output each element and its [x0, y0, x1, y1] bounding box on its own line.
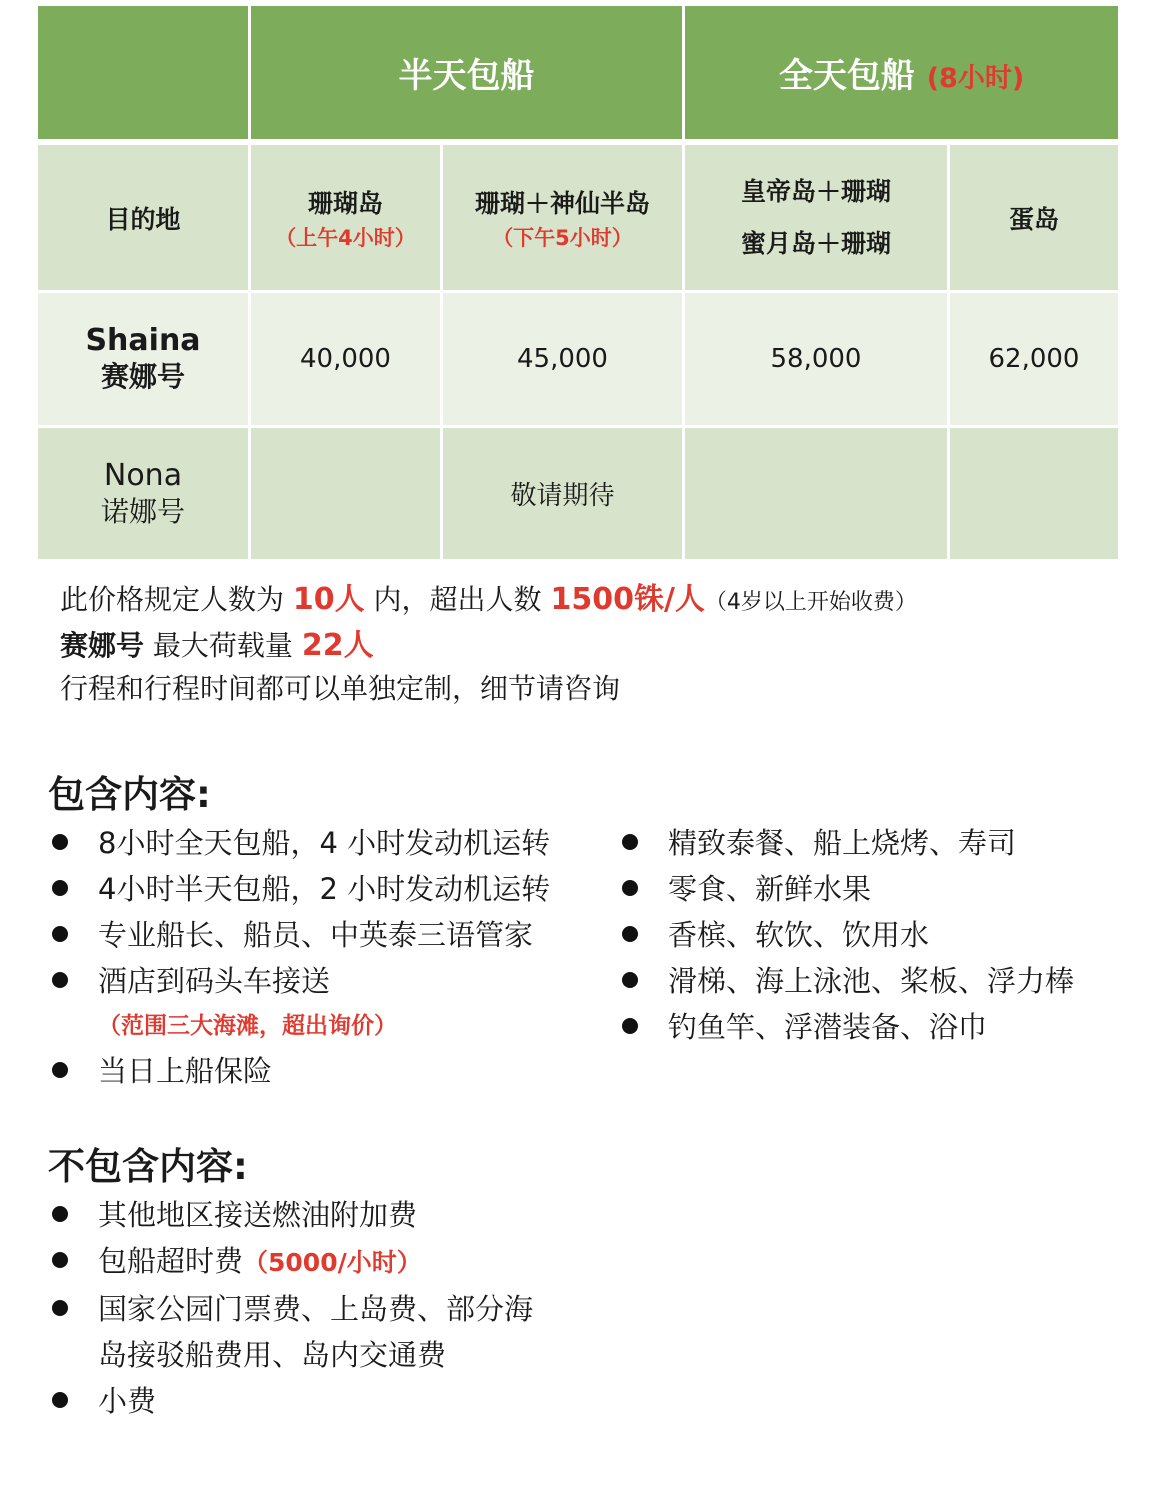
coming-soon-cell: 敬请期待 — [443, 428, 685, 559]
list-item: 8小时全天包船，4 小时发动机运转 — [50, 820, 610, 866]
full-day-header: 全天包船 (8小时) — [685, 6, 1118, 145]
price-cell: 45,000 — [443, 293, 685, 428]
bullet-icon — [622, 880, 638, 896]
empty-cell — [251, 428, 443, 559]
boat-shaina: Shaina 赛娜号 — [38, 293, 251, 428]
bullet-icon — [52, 1206, 68, 1222]
included-list-left — [50, 820, 610, 1094]
destination-coral-fairy-time: （下午5小时） — [492, 225, 633, 250]
destination-egg: 蛋岛 — [950, 145, 1118, 293]
included-list-right — [620, 820, 1140, 1050]
list-item: 小费 — [50, 1378, 670, 1424]
price-cell: 40,000 — [251, 293, 443, 428]
price-table — [38, 6, 1118, 559]
destination-emperor: 皇帝岛＋珊瑚 蜜月岛＋珊瑚 — [685, 145, 950, 293]
list-item: 其他地区接送燃油附加费 — [50, 1192, 670, 1238]
bullet-icon — [52, 926, 68, 942]
empty-cell — [950, 428, 1118, 559]
nona-price-row — [38, 428, 1118, 559]
list-item: 精致泰餐、船上烧烤、寿司 — [620, 820, 1140, 866]
bullet-icon — [52, 1062, 68, 1078]
destination-coral: 珊瑚岛 （上午4小时） — [251, 145, 443, 293]
destination-coral-fairy: 珊瑚＋神仙半岛 （下午5小时） — [443, 145, 685, 293]
list-item: 岛接驳船费用、岛内交通费 — [98, 1338, 447, 1372]
list-item: 专业船长、船员、中英泰三语管家 — [50, 912, 610, 958]
transfer-range-note: （范围三大海滩，超出询价） — [98, 1013, 397, 1039]
bullet-icon — [622, 1018, 638, 1034]
bullet-icon — [52, 972, 68, 988]
list-item: 当日上船保险 — [50, 1048, 610, 1094]
overtime-fee-note: （5000/小时） — [243, 1248, 422, 1277]
full-day-duration-note: (8小时) — [926, 63, 1025, 94]
list-item: 4小时半天包船，2 小时发动机运转 — [50, 866, 610, 912]
list-item: 钓鱼竿、浮潜装备、浴巾 — [620, 1004, 1140, 1050]
bullet-icon — [52, 1300, 68, 1316]
shaina-price-row — [38, 293, 1118, 428]
destination-coral-time: （上午4小时） — [275, 225, 416, 250]
list-item: 酒店到码头车接送 （范围三大海滩，超出询价） — [50, 958, 610, 1048]
excluded-title: 不包含内容: — [48, 1145, 248, 1188]
pricing-notes — [60, 578, 917, 710]
excluded-list — [50, 1192, 670, 1424]
half-day-header: 半天包船 — [251, 6, 685, 145]
bullet-icon — [622, 834, 638, 850]
included-title: 包含内容: — [48, 773, 211, 816]
boat-nona: Nona 诺娜号 — [38, 428, 251, 559]
note-line-max-load: 赛娜号 最大荷载量 22人 — [60, 628, 374, 663]
bullet-icon — [52, 880, 68, 896]
bullet-icon — [52, 834, 68, 850]
destination-row — [38, 145, 1118, 293]
price-cell: 58,000 — [685, 293, 950, 428]
destination-label: 目的地 — [38, 145, 251, 293]
note-line-capacity: 此价格规定人数为 10人 内，超出人数 1500铢/人（4岁以上开始收费） — [60, 582, 917, 617]
bullet-icon — [622, 972, 638, 988]
bullet-icon — [52, 1252, 68, 1268]
list-item: 国家公园门票费、上岛费、部分海 — [50, 1286, 670, 1332]
bullet-icon — [622, 926, 638, 942]
table-header-row — [38, 6, 1118, 145]
list-item: 滑梯、海上泳池、桨板、浮力棒 — [620, 958, 1140, 1004]
price-cell: 62,000 — [950, 293, 1118, 428]
list-item: 零食、新鲜水果 — [620, 866, 1140, 912]
note-line-custom: 行程和行程时间都可以单独定制，细节请咨询 — [60, 672, 621, 705]
empty-cell — [685, 428, 950, 559]
list-item: 香槟、软饮、饮用水 — [620, 912, 1140, 958]
bullet-icon — [52, 1392, 68, 1408]
list-item: 包船超时费（5000/小时） — [50, 1238, 670, 1286]
header-corner-cell — [38, 6, 251, 145]
